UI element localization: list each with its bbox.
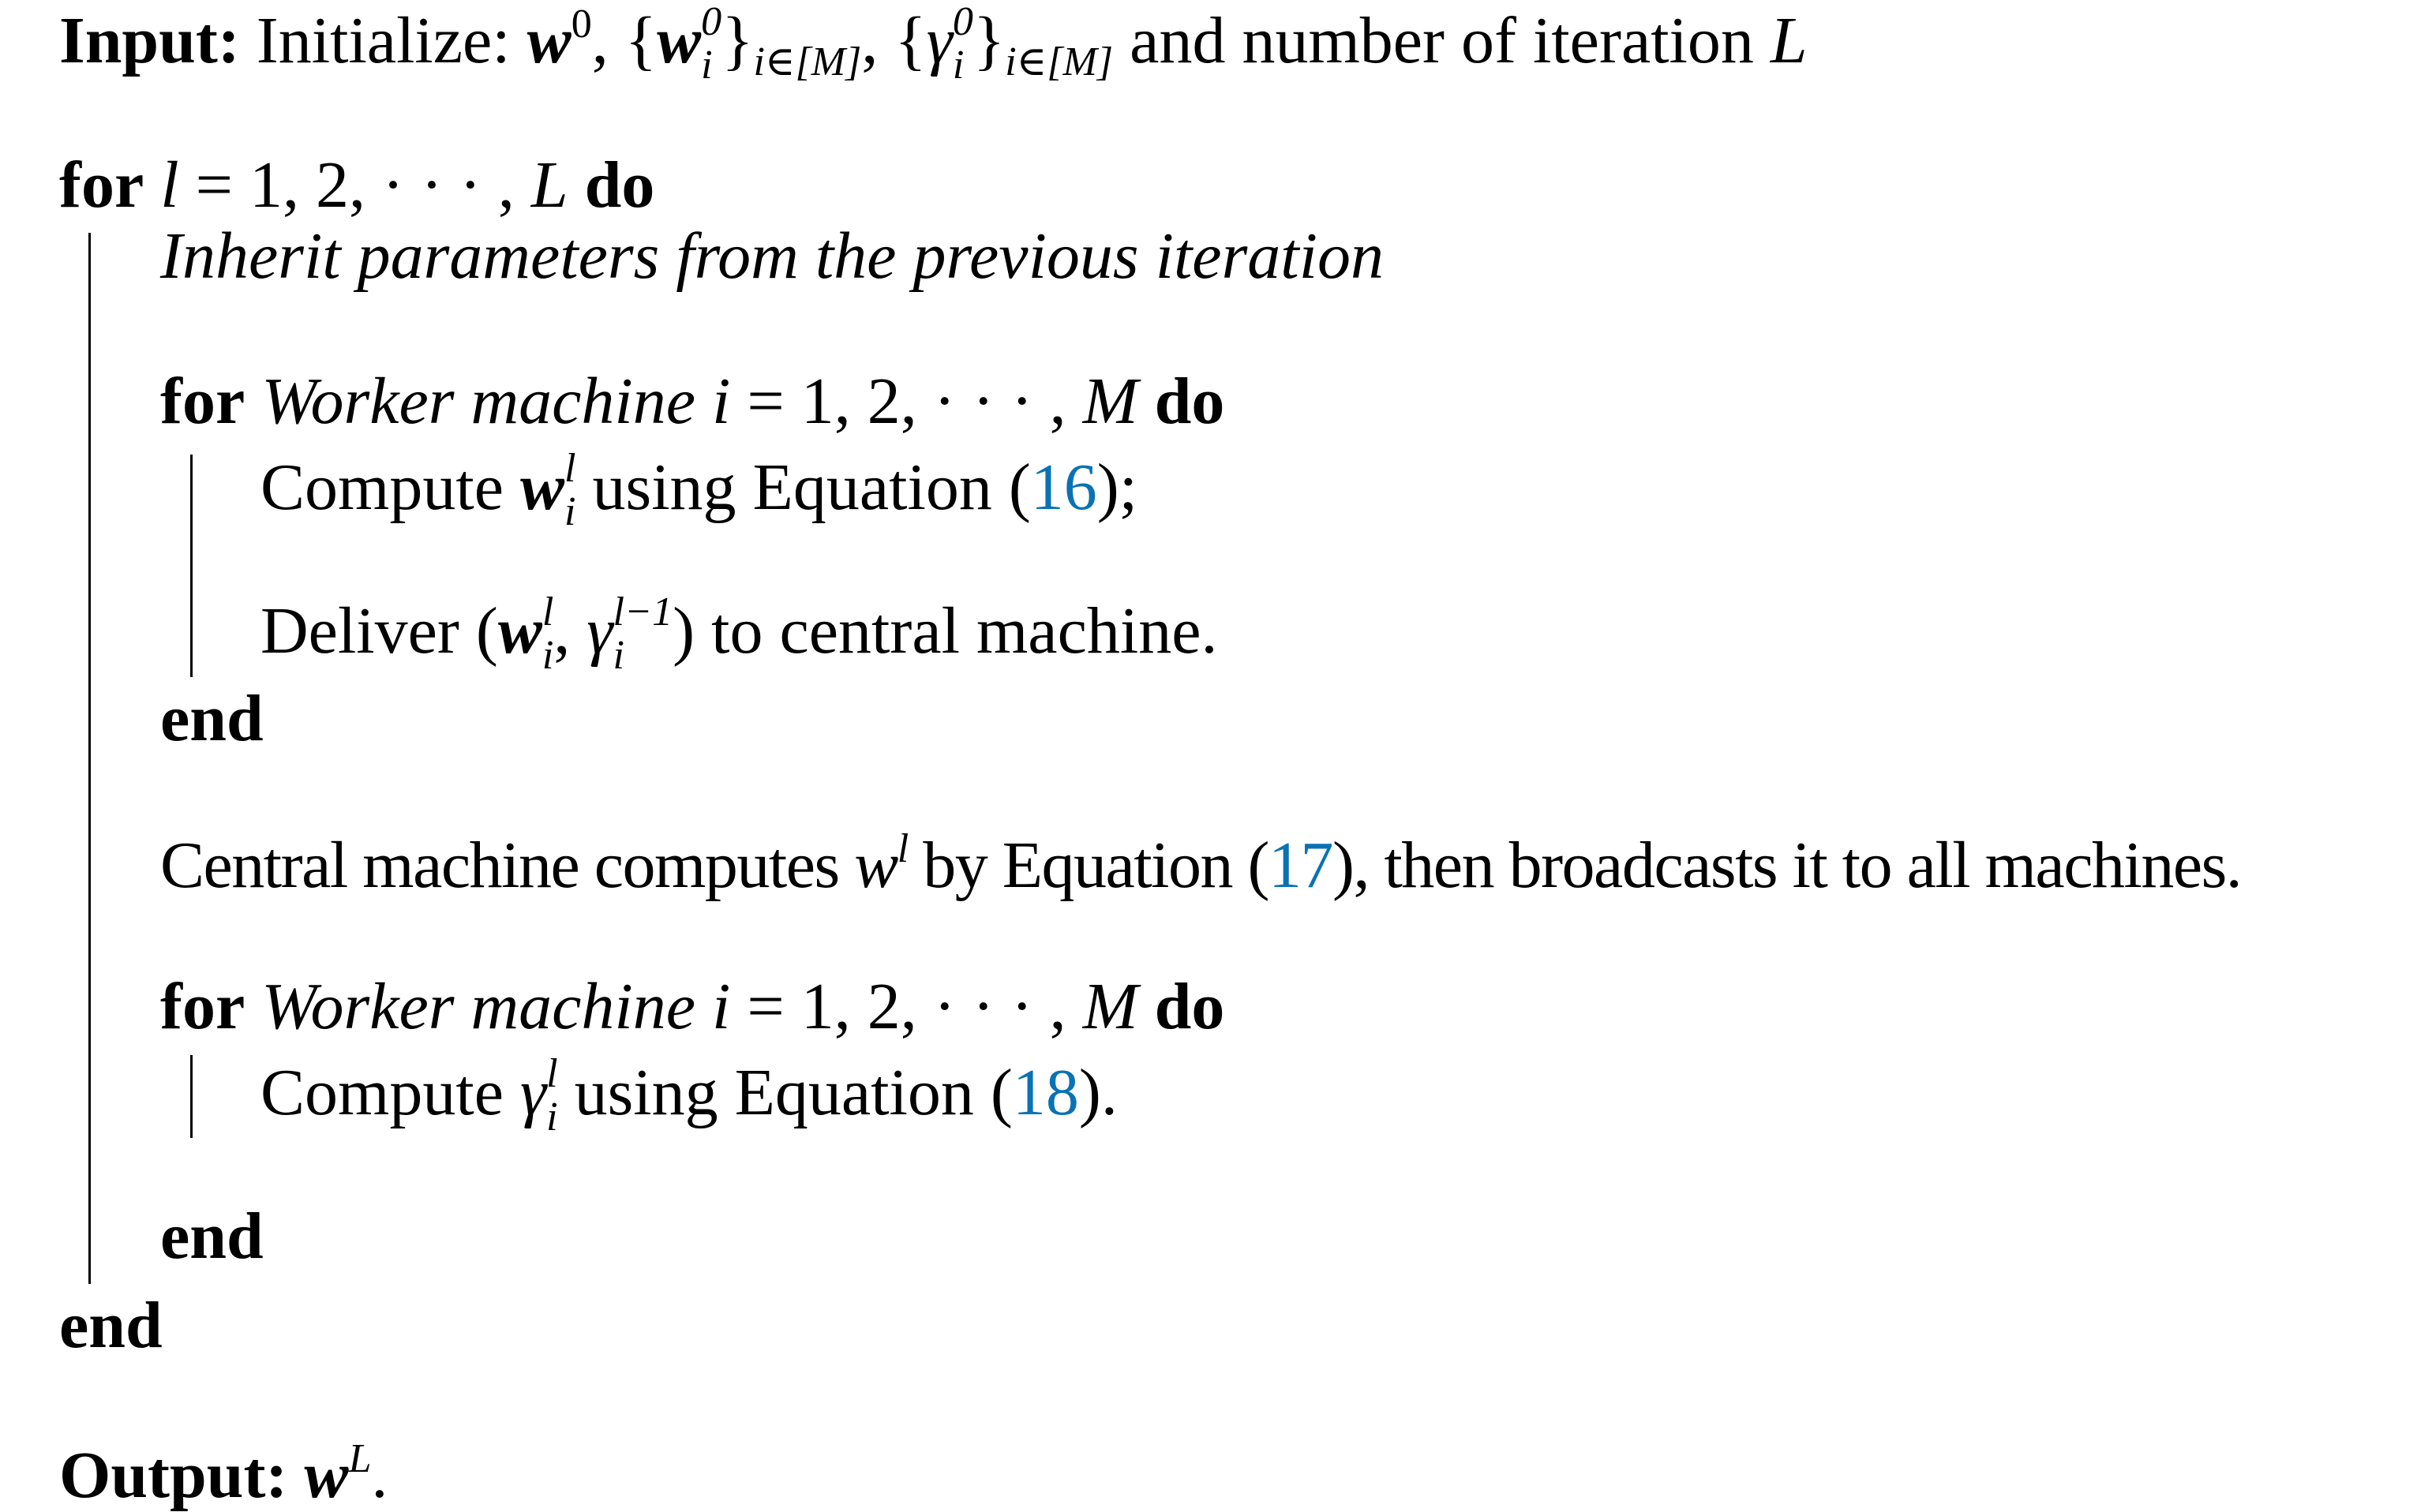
superscript: L xyxy=(348,1435,372,1481)
output-label: Output: xyxy=(59,1439,288,1512)
using-equation: using Equation ( xyxy=(574,1056,1013,1129)
math-gamma: γ xyxy=(520,1056,547,1129)
comma: , xyxy=(861,4,879,77)
input-line: Input: Initialize: $w^0$, {w 0 i }i∈[M], {γ 0 i }i∈[M] and number of iteration L xyxy=(59,0,1808,88)
inherit-comment: Inherit parameters from the previous iteration xyxy=(160,219,1384,293)
suffix: ), then broadcasts it to all machines. xyxy=(1332,829,2242,902)
using-equation: using Equation ( xyxy=(592,451,1031,524)
math-M: M xyxy=(1082,970,1138,1043)
math-L: L xyxy=(530,148,568,222)
index-set: i∈[M] xyxy=(1005,39,1114,84)
output-line xyxy=(59,1435,388,1512)
range: = 1, 2, · · · , xyxy=(178,148,531,222)
worker-loop-1-rule xyxy=(190,455,193,677)
equation-ref-16[interactable]: 16 xyxy=(1030,451,1097,524)
worker-for-line-2 xyxy=(160,970,1225,1043)
input-label: Input: xyxy=(59,4,240,77)
end-outer-loop: end xyxy=(59,1289,163,1362)
left-brace: { xyxy=(624,4,658,77)
comma: , xyxy=(553,594,587,668)
superscript: 0 xyxy=(571,1,592,47)
math-gamma: γ xyxy=(926,4,953,77)
compute-label: Compute xyxy=(260,451,504,524)
math-M: M xyxy=(1082,365,1138,438)
for-keyword: for xyxy=(160,970,245,1043)
deliver-label: Deliver ( xyxy=(260,594,498,668)
math-l: l xyxy=(160,148,179,222)
range: = 1, 2, · · · , xyxy=(730,970,1083,1043)
index-set: i∈[M] xyxy=(753,39,862,84)
math-L: L xyxy=(1770,4,1808,77)
outer-loop-rule xyxy=(88,233,91,1284)
comma: , xyxy=(591,4,609,77)
worker-loop-2-rule xyxy=(190,1055,193,1138)
math-w: w xyxy=(304,1439,349,1512)
math-w: w xyxy=(657,4,702,77)
worker-desc: Worker machine i xyxy=(261,365,731,438)
central-label: Central machine computes xyxy=(160,829,839,902)
worker-for-line-1 xyxy=(160,365,1225,438)
right-brace: } xyxy=(721,4,754,77)
math-w: w xyxy=(526,4,571,77)
do-keyword: do xyxy=(584,148,655,222)
math-w: w xyxy=(497,594,542,668)
suffix: ) to central machine. xyxy=(673,594,1218,668)
compute-label: Compute xyxy=(260,1056,504,1129)
for-keyword: for xyxy=(59,148,144,222)
by-equation: by Equation ( xyxy=(923,829,1268,902)
compute-gamma-line: Compute γ l i using Equation (18). xyxy=(260,1050,1118,1140)
math-gamma: γ xyxy=(586,594,613,668)
do-keyword: do xyxy=(1154,365,1225,438)
range: = 1, 2, · · · , xyxy=(730,365,1083,438)
do-keyword: do xyxy=(1154,970,1225,1043)
math-w: w xyxy=(520,451,565,524)
outer-for-line xyxy=(59,148,655,222)
end-worker-loop-2: end xyxy=(160,1199,264,1273)
left-brace: { xyxy=(894,4,927,77)
superscript: l xyxy=(897,825,908,871)
equation-ref-18[interactable]: 18 xyxy=(1012,1056,1079,1129)
compute-w-line: Compute w l i using Equation (16); xyxy=(260,445,1138,534)
input-suffix: and number of iteration xyxy=(1130,4,1754,77)
central-step-line xyxy=(160,825,2242,902)
suffix: ); xyxy=(1096,451,1138,524)
suffix: ). xyxy=(1078,1056,1118,1129)
for-keyword: for xyxy=(160,365,245,438)
deliver-line: Deliver (w l i , γ l−1 i ) to central machine. xyxy=(260,589,1218,678)
worker-desc: Worker machine i xyxy=(261,970,731,1043)
period: . xyxy=(371,1439,388,1512)
math-w: w xyxy=(854,829,897,902)
right-brace: } xyxy=(972,4,1006,77)
end-worker-loop-1: end xyxy=(160,682,264,755)
input-initialize: Initialize: xyxy=(256,4,511,77)
equation-ref-17[interactable]: 17 xyxy=(1268,829,1332,902)
